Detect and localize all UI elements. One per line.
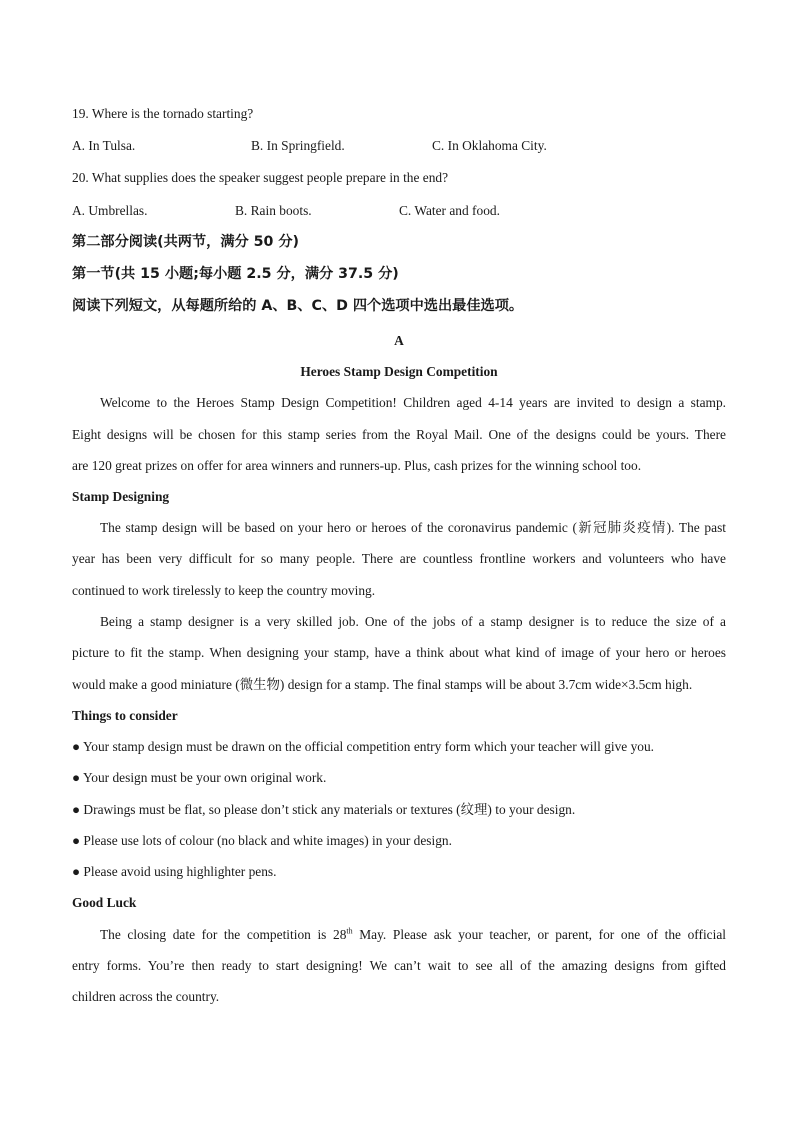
question-19-option-a: A. In Tulsa. <box>72 138 136 153</box>
subsection-title: 第一节(共 15 小题;每小题 2.5 分，满分 37.5 分) <box>72 266 399 282</box>
stamp-designing-p2-line-1: Being a stamp designer is a very skilled job. One of the jobs of a stamp designer is to reduce the size of a <box>100 614 726 629</box>
good-luck-line-2: entry forms. You’re then ready to start designing! We can’t wait to see all of the amazing designs from gifted <box>72 958 726 973</box>
question-19-option-b: B. In Springfield. <box>251 138 345 153</box>
stamp-designing-p1-line-2: year has been very difficult for so many people. There are countless frontline workers and volunteers who have <box>72 551 726 566</box>
consider-bullet-4: ● Please use lots of colour (no black and white images) in your design. <box>72 833 452 848</box>
question-19-option-c: C. In Oklahoma City. <box>432 138 547 153</box>
consider-bullet-5: ● Please avoid using highlighter pens. <box>72 864 277 879</box>
stamp-designing-p1-line-3: continued to work tirelessly to keep the country moving. <box>72 583 376 598</box>
ordinal-suffix: th <box>346 926 353 936</box>
reading-instruction: 阅读下列短文，从每题所给的 A、B、C、D 四个选项中选出最佳选项。 <box>72 298 524 314</box>
good-luck-line-1-end: May. Please ask your teacher, or parent, for one of the official <box>352 927 726 942</box>
stamp-designing-p2-line-3: would make a good miniature (微生物) design for a stamp. The final stamps will be about 3.7cm wide×3.5cm high. <box>72 677 693 692</box>
stamp-designing-p1-line-1: The stamp design will be based on your hero or heroes of the coronavirus pandemic (新冠肺炎疫情). The past <box>100 520 726 535</box>
intro-line-2: Eight designs will be chosen for this stamp series from the Royal Mail. One of the designs could be yours. There <box>72 427 726 442</box>
good-luck-heading: Good Luck <box>72 895 137 910</box>
passage-letter: A <box>394 333 404 348</box>
consider-bullet-2: ● Your design must be your own original work. <box>72 770 327 785</box>
consider-bullet-3: ● Drawings must be flat, so please don’t stick any materials or textures (纹理) to your design. <box>72 802 576 817</box>
good-luck-line-1-start: The closing date for the competition is 28 <box>100 927 347 942</box>
question-20-option-b: B. Rain boots. <box>235 203 312 218</box>
stamp-designing-heading: Stamp Designing <box>72 489 170 504</box>
consider-bullet-1: ● Your stamp design must be drawn on the official competition entry form which your teacher will give you. <box>72 739 655 754</box>
good-luck-line-3: children across the country. <box>72 989 220 1004</box>
good-luck-line-1 <box>72 927 726 943</box>
intro-line-1: Welcome to the Heroes Stamp Design Competition! Children aged 4-14 years are invited to design a stamp. <box>100 395 726 410</box>
intro-line-3: are 120 great prizes on offer for area winners and runners-up. Plus, cash prizes for the winning school too. <box>72 458 642 473</box>
passage-title: Heroes Stamp Design Competition <box>300 364 498 379</box>
question-20-option-a: A. Umbrellas. <box>72 203 148 218</box>
things-to-consider-heading: Things to consider <box>72 708 178 723</box>
stamp-designing-p2-line-2: picture to fit the stamp. When designing your stamp, have a think about what kind of image of your hero or heroes <box>72 645 726 660</box>
question-19-stem: 19. Where is the tornado starting? <box>72 106 254 121</box>
question-20-option-c: C. Water and food. <box>399 203 500 218</box>
part-title: 第二部分阅读(共两节，满分 50 分) <box>72 234 300 250</box>
question-20-stem: 20. What supplies does the speaker suggest people prepare in the end? <box>72 170 449 185</box>
